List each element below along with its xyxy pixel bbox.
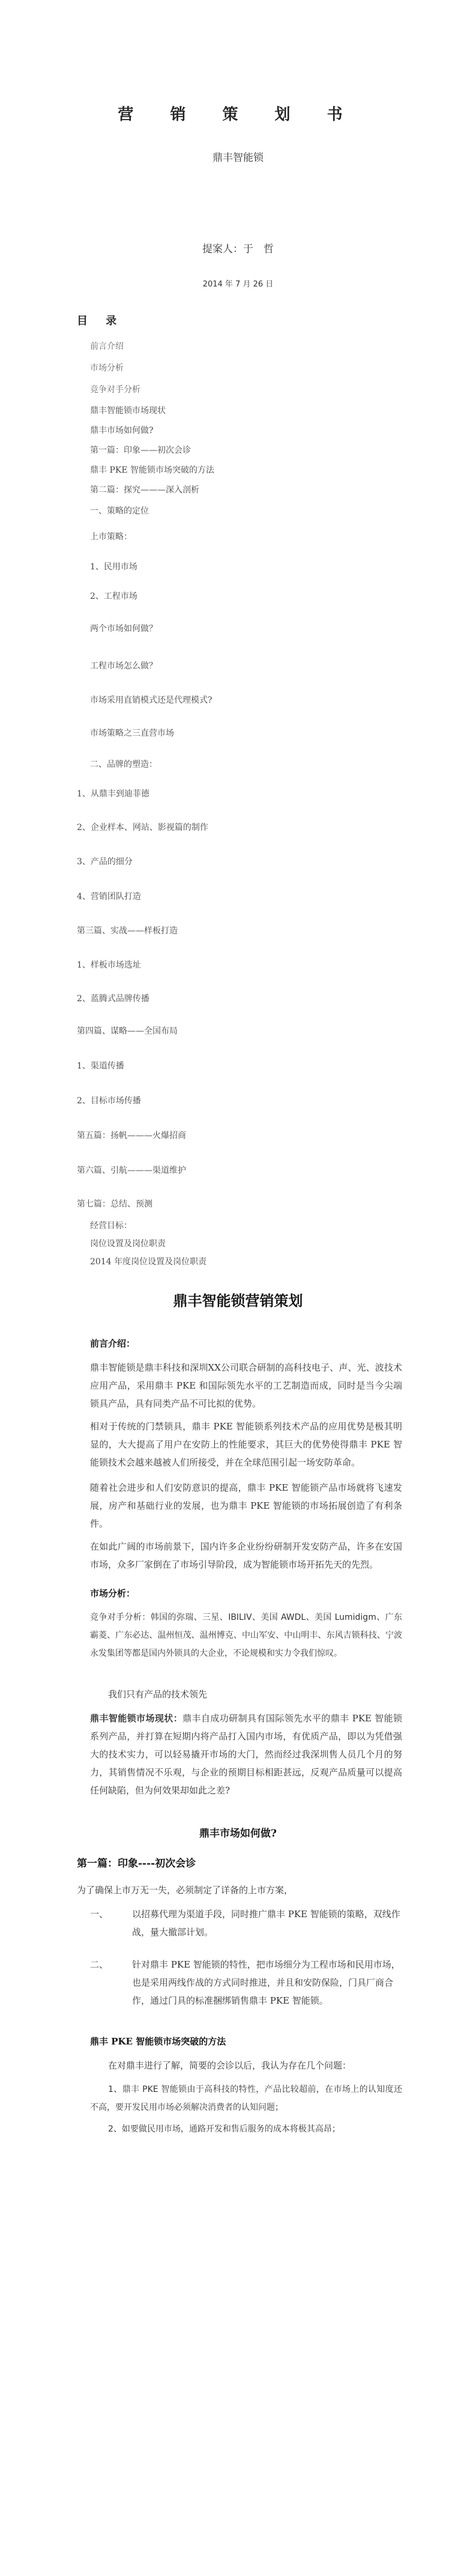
toc-item[interactable]: 竞争对手分析 bbox=[90, 385, 140, 395]
toc-item[interactable]: 鼎丰市场如何做? bbox=[90, 426, 154, 435]
market-paragraph: 竞争对手分析：韩国的弥瑞、三星、IBILIV、美国 AWDL、美国 Lumidigm、广东霸菱、广东必达、温州恒茂、温州博克、中山军安、中山明丰、东风吉锁科技、宁波永发集团等都是国内外锁具的大企业，不论规模和实力令我们惊叹。 bbox=[90, 1613, 402, 1658]
toc-item[interactable]: 2、蓝腾式品牌传播 bbox=[77, 994, 149, 1004]
list-item bbox=[90, 1956, 402, 2010]
preface-paragraph: 随着社会进步和人们安防意识的提高，鼎丰 PKE 智能锁产品市场就将飞速发展，房产和基础行业的发展，也为鼎丰 PKE 智能锁的市场拓展创造了有利条件。 bbox=[90, 1482, 402, 1529]
toc-item[interactable]: 市场分析 bbox=[90, 363, 124, 373]
toc-item[interactable]: 工程市场怎么做？ bbox=[90, 661, 157, 671]
toc-item[interactable]: 鼎丰 PKE 智能锁市场突破的方法 bbox=[90, 465, 214, 475]
market-paragraph: 我们只有产品的技术领先 bbox=[108, 1689, 208, 1700]
toc-item[interactable]: 第七篇：总结、预测 bbox=[77, 1199, 152, 1209]
toc-item[interactable]: 市场采用直销模式还是代理模式? bbox=[90, 696, 212, 705]
cover-company: 鼎丰智能锁 bbox=[212, 152, 264, 164]
toc-item[interactable]: 上市策略： bbox=[90, 532, 132, 542]
status-heading: 鼎丰智能锁市场现状： bbox=[90, 1713, 183, 1724]
toc-item[interactable]: 第四篇、谋略——全国布局 bbox=[77, 1026, 178, 1036]
preface-paragraph: 鼎丰智能锁是鼎丰科技和深圳XX公司联合研制的高科技电子、声、光、波技术应用产品，采用鼎丰 PKE 和国际领先水平的工艺制造而成，同时是当今尖端锁具产品，具有同类产品不可比拟的优势。 bbox=[90, 1362, 402, 1409]
toc-heading: 目 录 bbox=[77, 315, 124, 327]
list-number: 一、 bbox=[90, 1909, 109, 1920]
toc-item[interactable]: 第五篇：扬帆———火爆招商 bbox=[77, 1131, 186, 1141]
toc-item[interactable]: 二、品牌的塑造： bbox=[90, 760, 157, 769]
howto-heading: 鼎丰市场如何做? bbox=[199, 1828, 277, 1840]
toc-item[interactable]: 岗位设置及岗位职责 bbox=[90, 1239, 166, 1249]
preface-paragraph: 相对于传统的门禁锁具，鼎丰 PKE 智能锁系列技术产品的应用优势是极其明显的，大大提高了用户在安防上的性能要求，其巨大的优势使得鼎丰 PKE 智能锁技术会越来越被人们所接受，并在全球范围引起一场安防革命。 bbox=[90, 1421, 402, 1468]
list-number: 二、 bbox=[90, 1959, 109, 1970]
preface-heading: 前言介绍： bbox=[90, 1338, 136, 1349]
toc-item[interactable]: 4、营销团队打造 bbox=[77, 892, 141, 902]
preface-paragraph: 在如此广阔的市场前景下，国内许多企业纷纷研制开发安防产品，许多在安国市场，众多厂家倒在了市场引导阶段，成为智能锁市场开拓先天的先烈。 bbox=[90, 1541, 402, 1570]
status-paragraph bbox=[90, 1709, 402, 1799]
toc-item[interactable]: 第三篇、实战——样板打造 bbox=[77, 926, 178, 936]
toc-item[interactable]: 鼎丰智能锁市场现状 bbox=[90, 406, 166, 416]
toc-item[interactable]: 1、从鼎丰到迪菲德 bbox=[77, 789, 149, 799]
toc-item[interactable]: 2、目标市场传播 bbox=[77, 1096, 141, 1106]
list-item bbox=[90, 1905, 402, 1941]
list-text: 以招募代理为渠道手段，同时推广鼎丰 PKE 智能锁的策略，双线作战，量大撤部计划。 bbox=[132, 1909, 400, 1938]
list-text: 针对鼎丰 PKE 智能锁的特性，把市场细分为工程市场和民用市场，也是采用两线作战的方式同时推进，并且和安防保险，门具厂商合作，通过门具的标准捆绑销售鼎丰 PKE 智能锁。 bbox=[132, 1959, 400, 2006]
toc-item[interactable]: 第一篇：印象——初次会诊 bbox=[90, 446, 191, 455]
cover-title: 营 销 策 划 书 bbox=[118, 106, 358, 124]
toc-item[interactable]: 3、产品的细分 bbox=[77, 857, 133, 867]
toc-item[interactable]: 市场策略之三直营市场 bbox=[90, 729, 174, 738]
toc-item[interactable]: 1、样板市场选址 bbox=[77, 960, 141, 970]
cover-proposer: 提案人：于 哲 bbox=[202, 243, 274, 255]
breakthrough-paragraph: 2、如要做民用市场，通路开发和售后服务的成本将极其高昂； bbox=[108, 2124, 340, 2134]
toc-item[interactable]: 前言介绍 bbox=[90, 342, 124, 351]
chapter1-heading: 第一篇：印象----初次会诊 bbox=[77, 1858, 196, 1870]
chapter1-intro: 为了确保上市万无一失，必须制定了详备的上市方案， bbox=[77, 1885, 294, 1896]
cover-date: 2014 年 7 月 26 日 bbox=[202, 280, 274, 289]
main-title: 鼎丰智能锁营销策划 bbox=[173, 1292, 303, 1309]
toc-item[interactable]: 1、民用市场 bbox=[90, 562, 137, 572]
toc-item[interactable]: 两个市场如何做？ bbox=[90, 624, 157, 634]
market-heading: 市场分析： bbox=[90, 1588, 136, 1599]
toc-item[interactable]: 2014 年度岗位设置及岗位职责 bbox=[90, 1257, 207, 1267]
breakthrough-paragraph: 在对鼎丰进行了解，简要的会诊以后，我认为存在几个问题： bbox=[108, 2060, 352, 2071]
toc-item[interactable]: 第六篇、引航———渠道维护 bbox=[77, 1166, 186, 1175]
toc-item[interactable]: 第二篇：探究———深入剖析 bbox=[90, 485, 199, 495]
toc-item[interactable]: 2、企业样本、网站、影视篇的制作 bbox=[77, 823, 208, 832]
breakthrough-paragraph: 1、鼎丰 PKE 智能锁由于高科技的特性，产品比较超前，在市场上的认知度还不高，要开发民用市场必须解决消费者的认知问题； bbox=[90, 2085, 402, 2112]
status-text: 鼎丰自成功研制具有国际领先水平的鼎丰 PKE 智能锁系列产品，并打算在短期内将产品打入国内市场，有优质产品，即以为凭借强大的技术实力，可以轻易撬开市场的大门，然而经过我深圳售人员几个月的努力，其销售情况不乐观，与企业的预期目标相距甚远，反观产品质量可以提高任何缺陷，但为何效果却如此之差? bbox=[90, 1713, 402, 1796]
toc-item[interactable]: 一、策略的定位 bbox=[90, 506, 149, 516]
toc-item[interactable]: 经营目标： bbox=[90, 1221, 132, 1231]
breakthrough-heading: 鼎丰 PKE 智能锁市场突破的方法 bbox=[90, 2036, 226, 2047]
toc-item[interactable]: 1、渠道传播 bbox=[77, 1061, 124, 1071]
toc-item[interactable]: 2、工程市场 bbox=[90, 592, 137, 601]
